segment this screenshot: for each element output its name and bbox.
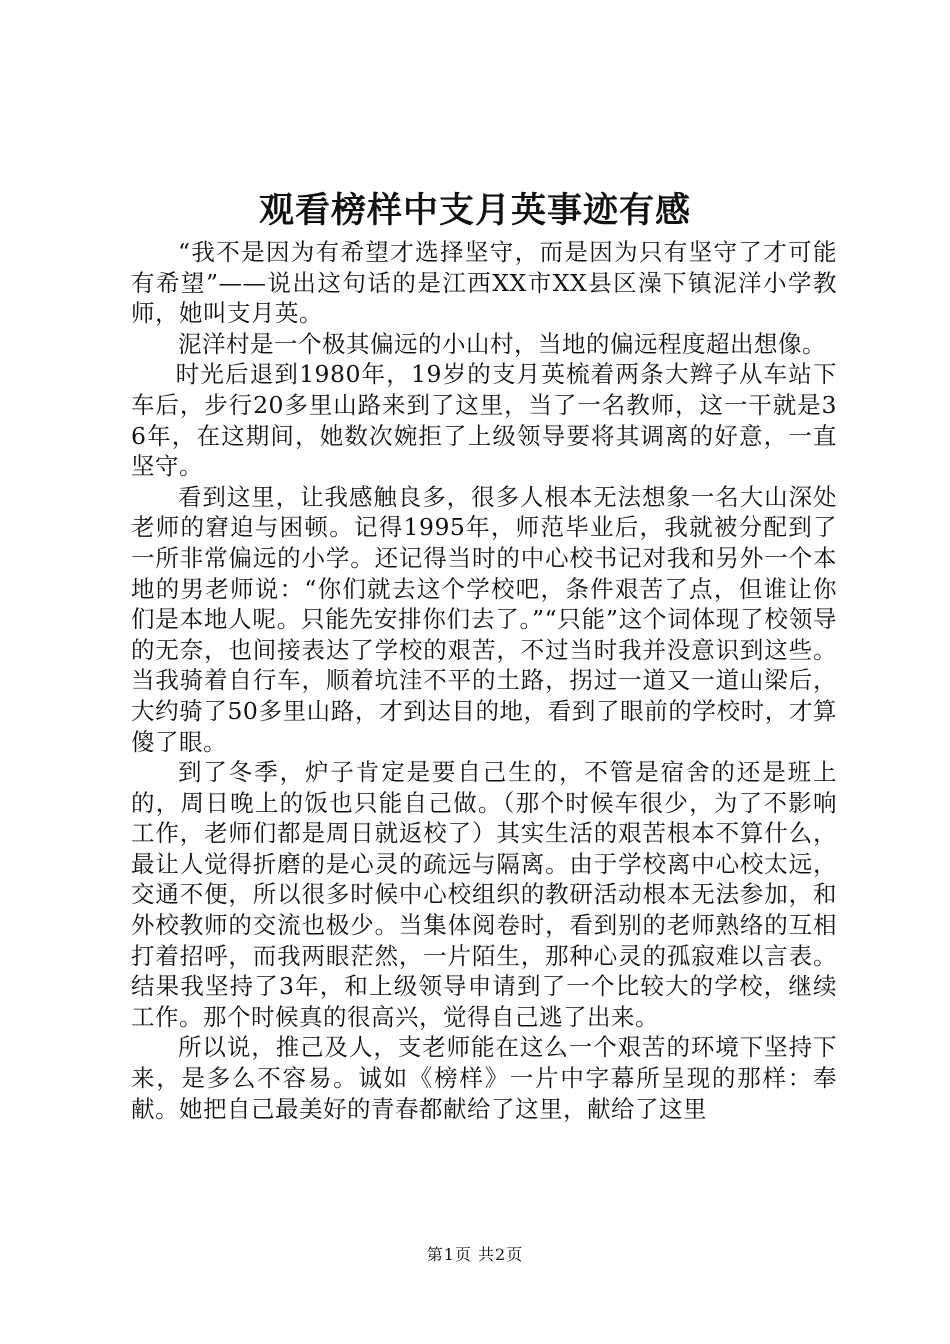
page-title: 观看榜样中支月英事迹有感	[258, 190, 691, 231]
paragraph-quote: “我不是因为有希望才选择坚守，而是因为只有坚守了才可能有希望”——说出这句话的是江西XX市XX县区澡下镇泥洋小学教师，她叫支月英。	[131, 238, 837, 328]
page-number: 第1页 共2页	[426, 1245, 524, 1264]
paragraph-reflection: 看到这里，让我感触良多，很多人根本无法想象一名大山深处老师的窘迫与困顿。记得1995年，师范毕业后，我就被分配到了一所非常偏远的小学。还记得当时的中心校书记对我和另外一个本地的男老师说：“你们就去这个学校吧，条件艰苦了点，但谁让你们是本地人呢。只能先安排你们去了。”“只能”这个词体现了校领导的无奈，也间接表达了学校的艰苦，不过当时我并没意识到这些。当我骑着自行车，顺着坑洼不平的土路，拐过一道又一道山梁后，大约骑了50多里山路，才到达目的地，看到了眼前的学校时，才算傻了眼。	[131, 482, 837, 756]
article-body	[131, 237, 837, 1124]
paragraph-conclusion: 所以说，推己及人，支老师能在这么一个艰苦的环境下坚持下来，是多么不容易。诚如《榜样》一片中字幕所呈现的那样：奉献。她把自己最美好的青春都献给了这里，献给了这里	[131, 1033, 837, 1123]
paragraph-winter: 到了冬季，炉子肯定是要自己生的，不管是宿舍的还是班上的，周日晚上的饭也只能自己做。（那个时候车很少，为了不影响工作，老师们都是周日就返校了）其实生活的艰苦根本不算什么，最让人觉得折磨的是心灵的疏远与隔离。由于学校离中心校太远，交通不便，所以很多时候中心校组织的教研活动根本无法参加，和外校教师的交流也极少。当集体阅卷时，看到别的老师熟络的互相打着招呼，而我两眼茫然，一片陌生，那种心灵的孤寂难以言表。结果我坚持了3年，和上级领导申请到了一个比较大的学校，继续工作。那个时候真的很高兴，觉得自己逃了出来。	[131, 758, 837, 1031]
paragraph-history: 时光后退到1980年，19岁的支月英梳着两条大辫子从车站下车后，步行20多里山路来到了这里，当了一名教师，这一干就是36年，在这期间，她数次婉拒了上级领导要将其调离的好意，一直坚守。	[131, 360, 837, 481]
paragraph-village: 泥洋村是一个极其偏远的小山村，当地的偏远程度超出想像。	[178, 329, 826, 358]
